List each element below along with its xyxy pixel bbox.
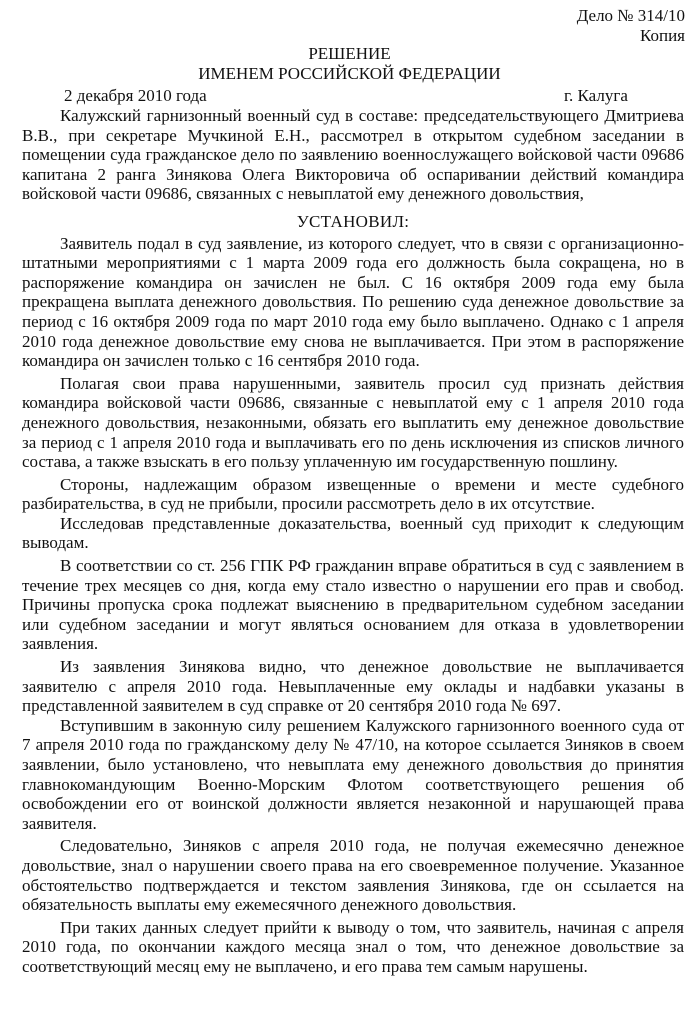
paragraph-4: Исследовав представленные доказательства, военный суд приходит к следующим выводам.	[22, 513, 684, 553]
paragraph-3: Стороны, надлежащим образом извещенные о времени и месте судебного разбирательства, в суд не прибыли, просили рассмотреть дело в их отсутствие.	[22, 474, 684, 514]
paragraph-6: Из заявления Зинякова видно, что денежное довольствие не выплачивается заявителю с апреля 2010 года. Невыплаченные ему оклады и надбавки указаны в представленной заявителем в суд справке от 20 сентября 2010 года № 697.	[22, 657, 684, 716]
paragraph-7: Вступившим в законную силу решением Калужского гарнизонного военного суда от 7 апреля 2010 года по гражданскому делу № 47/10, на которое ссылается Зиняков в своем заявлении, было установлено, что невыплата ему денежного довольствия до принятия главнокомандующим Военно-Морским Флотом соответствующего решения об освобождении его от воинской должности является незаконной и нарушающей права заявителя.	[22, 715, 684, 833]
copy-label: Копия	[639, 26, 685, 45]
document-title	[0, 44, 699, 84]
paragraph-9: При таких данных следует прийти к выводу о том, что заявитель, начиная с апреля 2010 года, по окончании каждого месяца знал о том, что денежное довольствие за соответствующий месяц ему не выплачено, и его права тем самым нарушены.	[22, 917, 684, 976]
paragraph-1: Заявитель подал в суд заявление, из которого следует, что в связи с организационно-штатными мероприятиями с 1 марта 2009 года его должность была сокращена, но в распоряжение командира он зачислен не был. С 16 октября 2009 года ему была прекращена выплата денежного довольствия. По решению суда денежное довольствие за период с 16 октября 2009 года по март 2010 года ему было выплачено. Однако с 1 апреля 2010 года денежное довольствие ему снова не выплачивается. При этом в распоряжение командира он зачислен только с 16 сентября 2010 года.	[22, 233, 684, 371]
decision-city: г. Калуга	[564, 86, 628, 105]
paragraph-5: В соответствии со ст. 256 ГПК РФ гражданин вправе обратиться в суд с заявлением в течение трех месяцев со дня, когда ему стало известно о нарушении его прав и свобод. Причины пропуска срока подлежат выяснению в предварительном судебном заседании или судебном заседании и могут являться основанием для отказа в удовлетворении заявления.	[22, 556, 684, 654]
case-header	[577, 6, 685, 46]
intro-paragraph: Калужский гарнизонный военный суд в составе: председательствующего Дмитриева В.В., при секретаре Мучкиной Е.Н., рассмотрел в открытом судебном заседании в помещении суда гражданское дело по заявлению военнослужащего войсковой части 09686 капитана 2 ранга Зинякова Олега Викторовича об оспаривании действий командира войсковой части 09686, связанных с невыплатой ему денежного довольствия,	[22, 106, 684, 204]
title-decision: РЕШЕНИЕ	[308, 44, 391, 63]
case-number: Дело № 314/10	[576, 6, 685, 25]
paragraph-8: Следовательно, Зиняков с апреля 2010 года, не получая ежемесячно денежное довольствие, знал о нарушении своего права на его своевременное получение. Указанное обстоятельство подтверждается и текстом заявления Зинякова, где он ссылается на обязательность выплаты ему ежемесячного денежного довольствия.	[22, 836, 684, 915]
decision-date: 2 декабря 2010 года	[64, 86, 207, 105]
title-federation: ИМЕНЕМ РОССИЙСКОЙ ФЕДЕРАЦИИ	[198, 64, 501, 83]
paragraph-2: Полагая свои права нарушенными, заявитель просил суд признать действия командира войсковой части 09686, связанные с невыплатой ему с 1 апреля 2010 года денежного довольствия, незаконными, обязать его выплатить ему денежное довольствие за период с 1 апреля 2010 года и выплачивать его по день исключения из списков личного состава, а также взыскать в его пользу уплаченную им государственную пошлину.	[22, 373, 684, 472]
date-line	[64, 86, 639, 106]
document-body	[22, 106, 684, 977]
section-heading: УСТАНОВИЛ:	[296, 211, 410, 231]
